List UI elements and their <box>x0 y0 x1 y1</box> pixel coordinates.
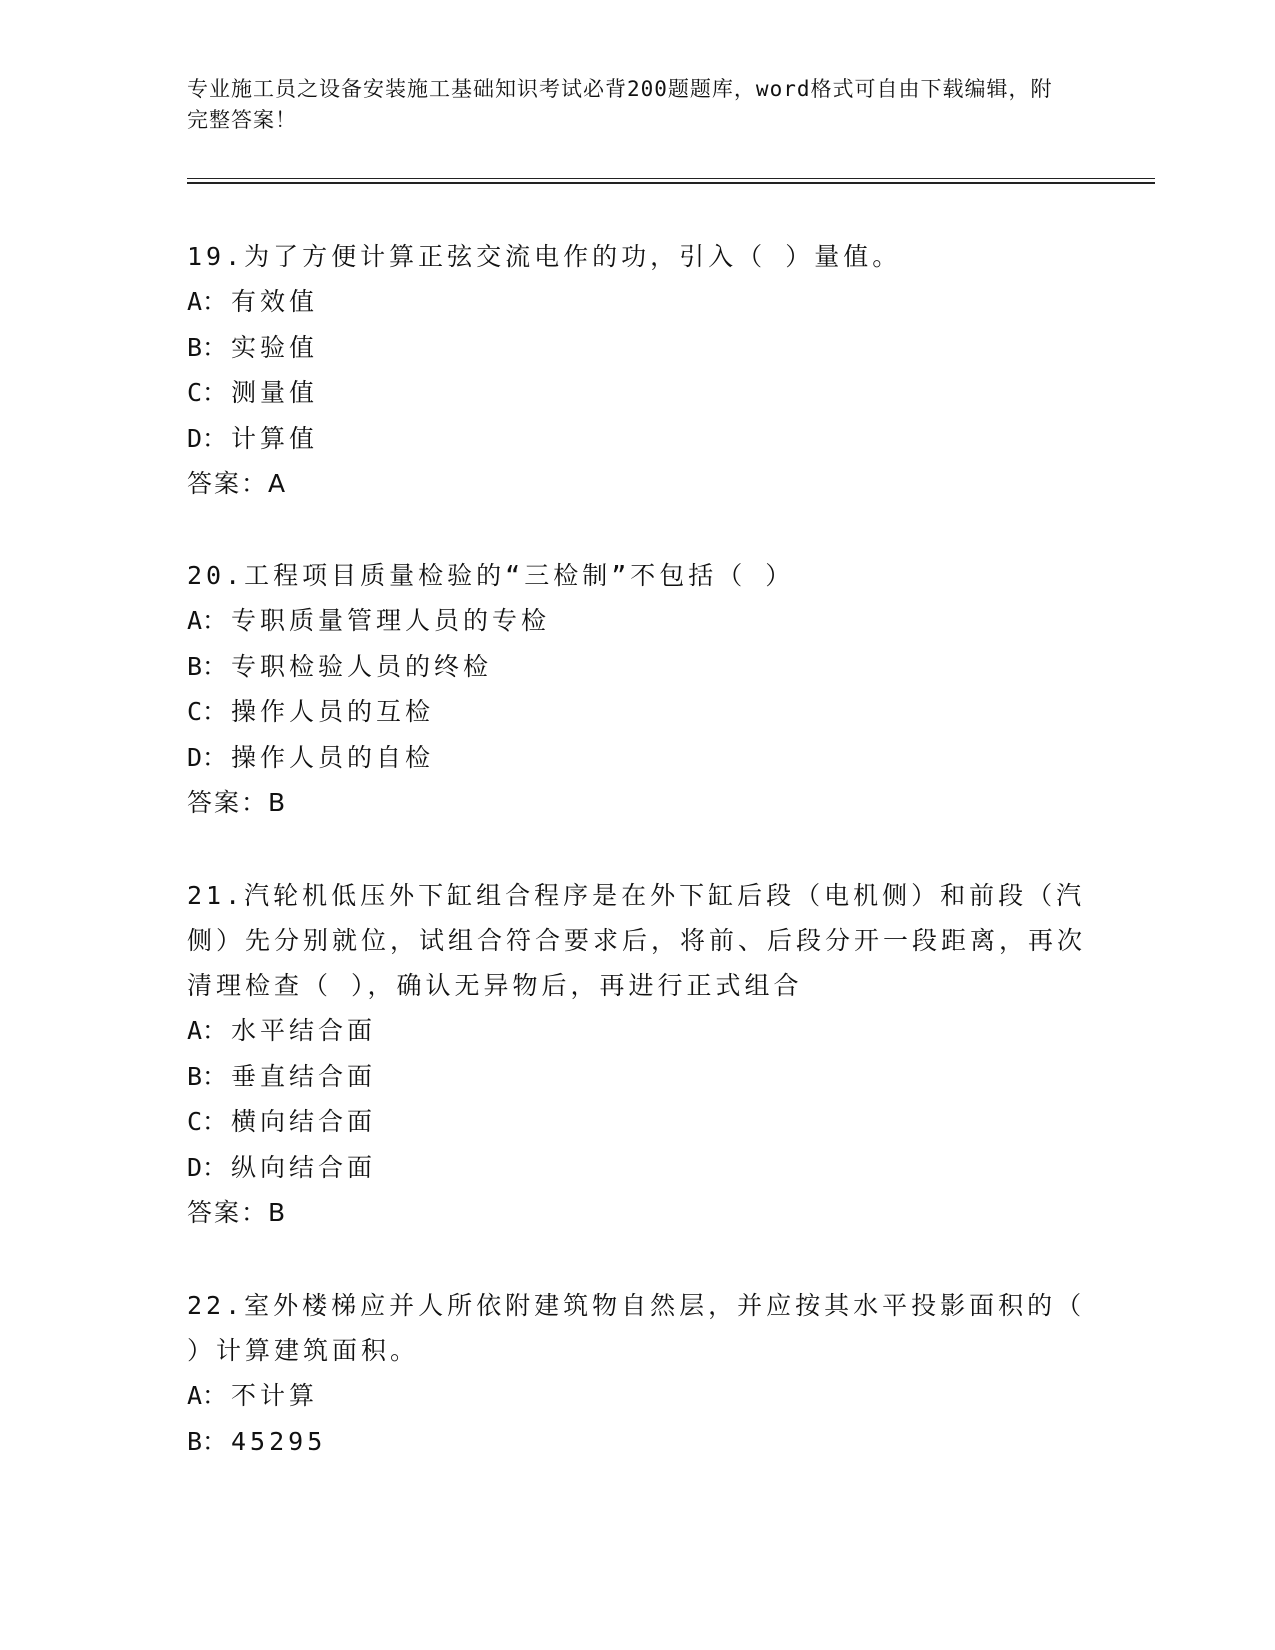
option-letter: B： <box>187 1426 228 1456</box>
answer-line: 答案：B <box>187 1198 288 1227</box>
option-c <box>187 689 1087 735</box>
option-letter: A： <box>187 1016 228 1045</box>
option-letter: B： <box>187 332 228 362</box>
header-divider-bottom <box>187 182 1155 184</box>
document-header: 专业施工员之设备安装施工基础知识考试必背200题题库，word格式可自由下载编辑，附完整答案！ <box>187 77 1053 132</box>
option-text: 实验值 <box>231 332 319 362</box>
option-b <box>187 1054 1087 1100</box>
question-stem: 22.室外楼梯应并人所依附建筑物自然层，并应按其水平投影面积的（ ）计算建筑面积。 <box>187 1291 1086 1365</box>
question-21 <box>187 873 1087 1235</box>
option-text: 专职检验人员的终检 <box>231 651 493 681</box>
option-a <box>187 279 1087 325</box>
option-text: 垂直结合面 <box>231 1061 377 1091</box>
question-20 <box>187 553 1087 825</box>
question-stem: 21.汽轮机低压外下缸组合程序是在外下缸后段（电机侧）和前段（汽侧）先分别就位，试组合符合要求后，将前、后段分开一段距离，再次清理检查（ ），确认无异物后，再进行正式组合 <box>187 881 1087 1000</box>
question-22 <box>187 1283 1087 1464</box>
option-text: 操作人员的自检 <box>231 742 435 772</box>
option-d <box>187 1145 1087 1191</box>
question-19 <box>187 234 1087 506</box>
option-text: 专职质量管理人员的专检 <box>231 606 551 635</box>
option-letter: C： <box>187 1107 228 1136</box>
option-text: 有效值 <box>231 287 319 316</box>
option-text: 测量值 <box>231 378 319 407</box>
option-text: 水平结合面 <box>231 1016 377 1045</box>
option-text: 45295 <box>231 1426 327 1456</box>
option-letter: D： <box>187 1152 228 1182</box>
option-text: 不计算 <box>231 1381 319 1410</box>
answer-line: 答案：B <box>187 788 288 817</box>
option-letter: B： <box>187 1061 228 1091</box>
option-text: 操作人员的互检 <box>231 697 435 726</box>
option-b <box>187 325 1087 371</box>
option-b <box>187 1419 1087 1465</box>
option-d <box>187 416 1087 462</box>
question-stem: 20.工程项目质量检验的“三检制”不包括（ ） <box>187 561 795 590</box>
option-b <box>187 644 1087 690</box>
option-letter: A： <box>187 287 228 316</box>
question-stem: 19.为了方便计算正弦交流电作的功，引入（ ）量值。 <box>187 242 902 271</box>
option-a <box>187 1008 1087 1054</box>
option-text: 横向结合面 <box>231 1107 377 1136</box>
option-c <box>187 1099 1087 1145</box>
option-a <box>187 598 1087 644</box>
option-letter: D： <box>187 742 228 772</box>
option-letter: A： <box>187 606 228 635</box>
option-letter: A： <box>187 1381 228 1410</box>
option-text: 纵向结合面 <box>231 1152 377 1182</box>
option-letter: C： <box>187 378 228 407</box>
option-letter: C： <box>187 697 228 726</box>
option-c <box>187 370 1087 416</box>
option-letter: D： <box>187 423 228 453</box>
option-letter: B： <box>187 651 228 681</box>
option-a <box>187 1373 1087 1419</box>
header-divider-top <box>187 178 1155 179</box>
answer-line: 答案：A <box>187 469 288 498</box>
option-d <box>187 735 1087 781</box>
option-text: 计算值 <box>231 423 319 453</box>
